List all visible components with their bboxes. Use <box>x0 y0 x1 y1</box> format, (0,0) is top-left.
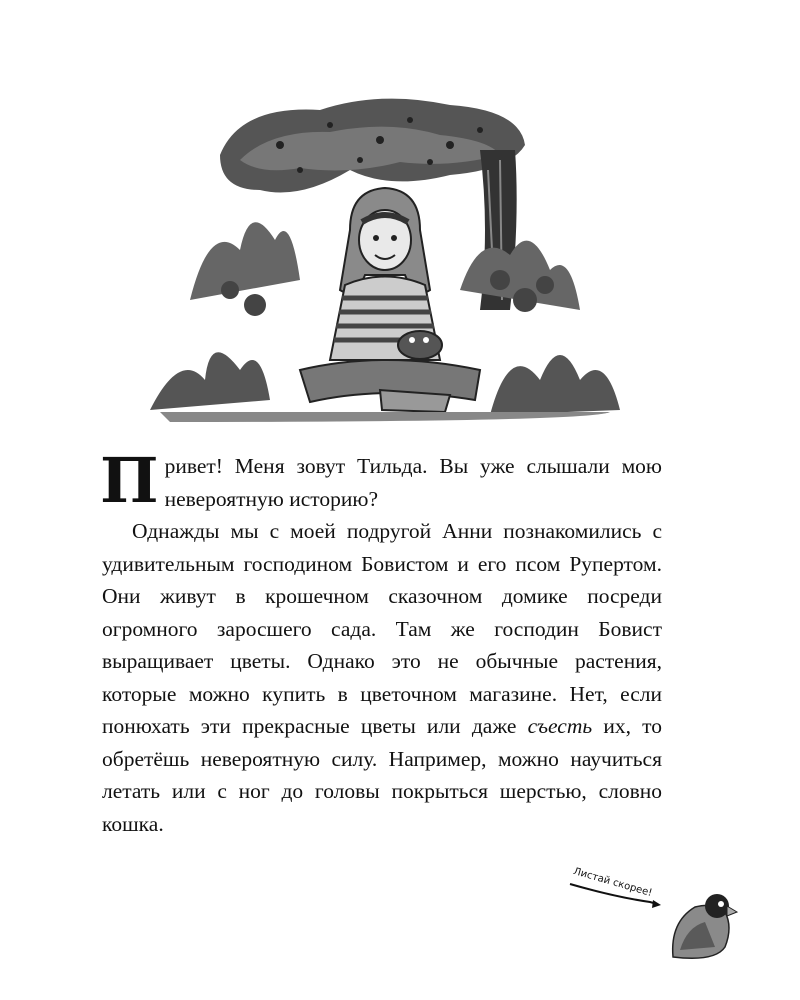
paragraph-2 <box>102 515 662 840</box>
paragraph-2-text-a: Однажды мы с моей подругой Анни познакомились с удивительным господином Бовистом и его псом Рупертом. Они живут в крошечном сказочном домике посреди огромного заросшего сада. Там же господин Бовист выращивает цветы. Однако это не обычные растения, которые можно купить в цветочном магазине. Нет, если понюхать эти прекрасные цветы или даже <box>102 519 662 738</box>
girl-in-garden-illustration <box>150 50 620 430</box>
drop-cap: П <box>100 444 159 517</box>
story-text <box>100 444 663 840</box>
page-turn-hint-label: Листай скорее! <box>571 866 654 900</box>
paragraph-2-text-b: их, то обретёшь невероятную силу. Например, можно научиться летать или с ног до головы покрыться шерстью, словно кошка. <box>102 714 663 836</box>
paragraph-1 <box>100 444 662 517</box>
paragraph-1-text: ривет! Меня зовут Тильда. Вы уже слышали мою невероятную историю? <box>164 454 662 511</box>
paragraph-2-emphasis: съесть <box>527 714 593 738</box>
